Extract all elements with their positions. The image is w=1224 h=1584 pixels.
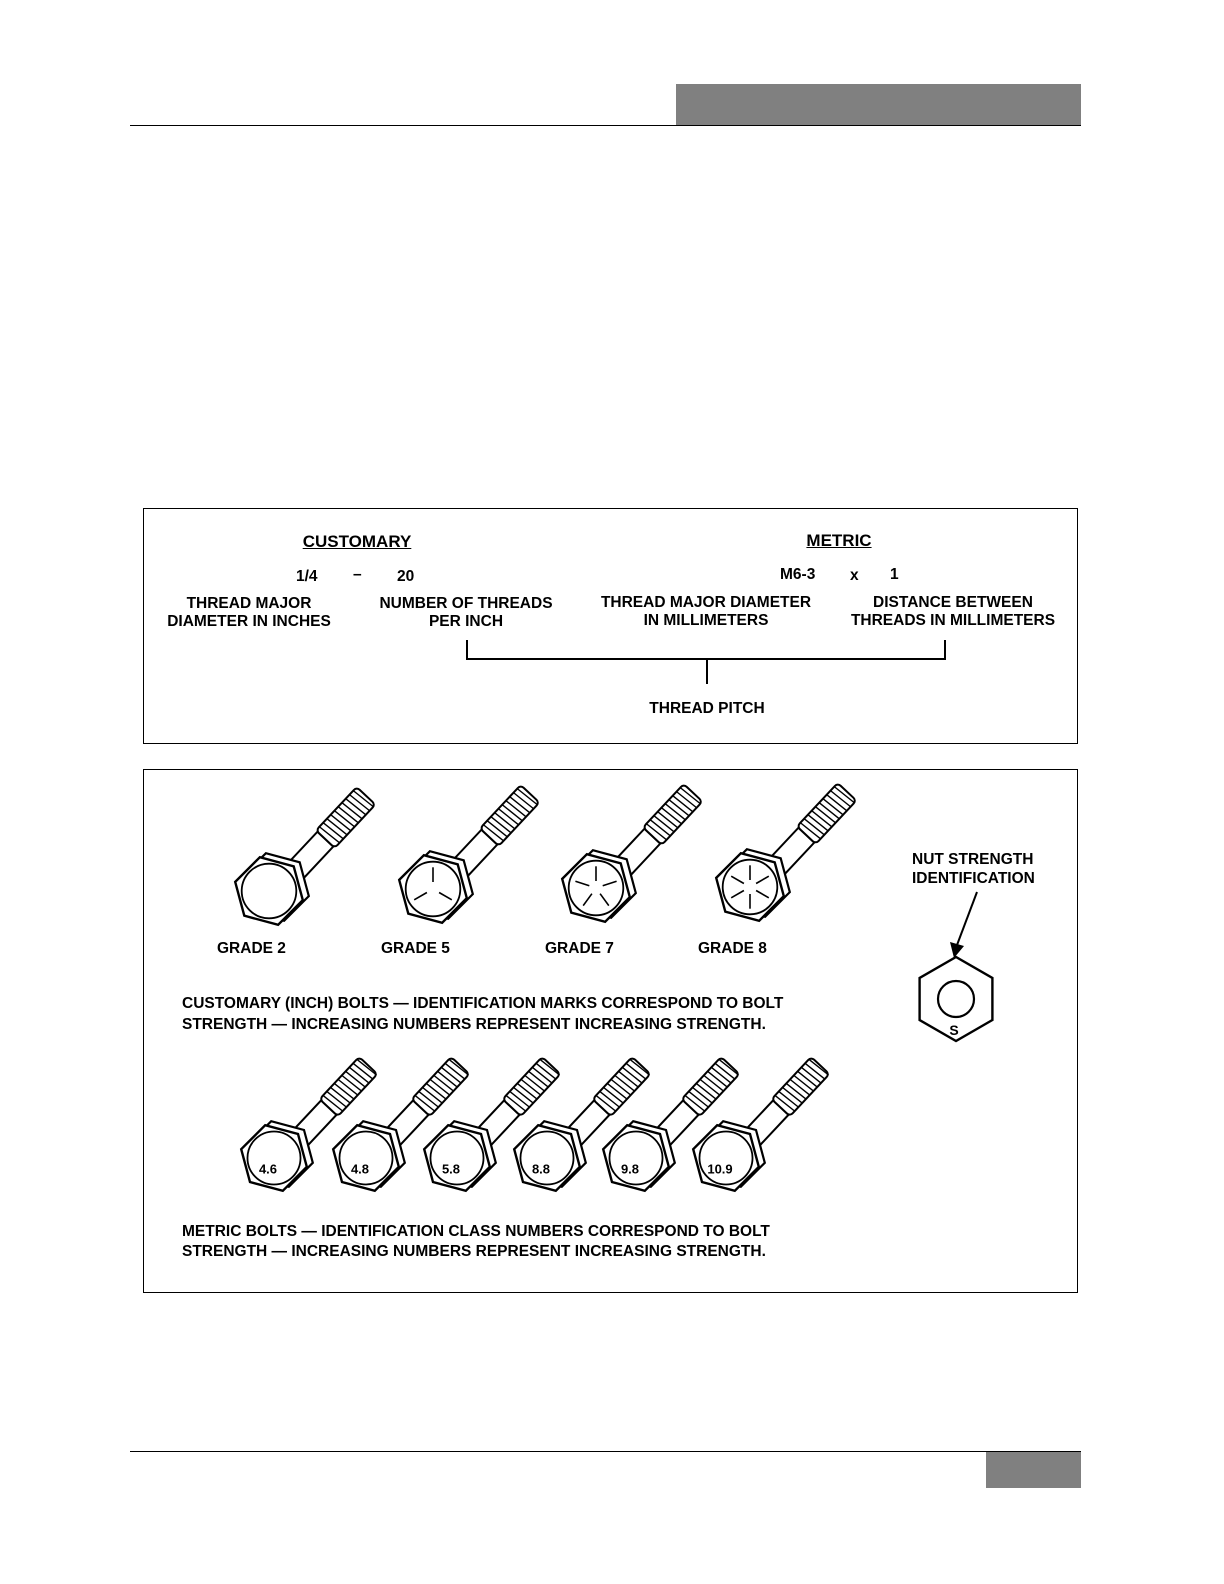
customary-diameter-label-line2: DIAMETER IN INCHES [167,613,331,630]
metric-diameter-label-line2: IN MILLIMETERS [643,612,769,629]
customary-caption-line2: STRENGTH — INCREASING NUMBERS REPRESENT INCREASING STRENGTH. [182,1016,766,1033]
customary-threads-value: 20 [397,568,415,585]
metric-distance-label-line1: DISTANCE BETWEEN [873,594,1033,611]
bolt-grade-2 [235,787,375,925]
metric-diameter-label-line1: THREAD MAJOR DIAMETER [600,594,812,611]
metric-bolt-8-8-class-label: 8.8 [531,1161,551,1177]
bolt-strength-figure [143,769,1078,1293]
metric-caption-line2: STRENGTH — INCREASING NUMBERS REPRESENT INCREASING STRENGTH. [182,1243,766,1260]
grade-8-label: GRADE 8 [698,940,767,957]
nut-strength-label-line1: NUT STRENGTH [912,851,1034,868]
bolt-grade-7 [562,784,702,922]
metric-diameter-value: M6-3 [780,566,816,583]
grade-7-label: GRADE 7 [545,940,614,957]
thread-designation-figure [143,508,1078,744]
customary-threads-label-line1: NUMBER OF THREADS [379,595,553,612]
nut-strength-label-line2: IDENTIFICATION [912,870,1035,887]
customary-heading: CUSTOMARY [302,532,412,551]
header-tab-bar [676,84,1081,126]
metric-bolt-4-6-class-label: 4.6 [258,1161,278,1177]
metric-bolt-10-9-class-label: 10.9 [707,1161,733,1177]
customary-dash: – [353,566,362,583]
metric-bolt-5-8-class-label: 5.8 [441,1161,461,1177]
customary-bolts-caption [182,993,783,1035]
metric-heading: METRIC [806,531,872,550]
metric-bolts-caption [182,1222,770,1262]
header-rule [130,125,1081,126]
bolt-grade-5 [399,785,539,923]
customary-threads-label-line2: PER INCH [428,613,504,630]
metric-bolt-9-8-class-label: 9.8 [620,1161,640,1177]
metric-times: x [850,567,859,584]
grade-2-label: GRADE 2 [217,940,286,957]
metric-distance-value: 1 [890,566,899,583]
nut-strength-label [912,850,1035,888]
nut-pointer-arrow [950,892,977,958]
thread-pitch-label: THREAD PITCH [649,700,765,717]
customary-caption-line1: CUSTOMARY (INCH) BOLTS — IDENTIFICATION MARKS CORRESPOND TO BOLT [182,995,784,1012]
footer-rule [130,1451,1081,1452]
customary-diameter-label-line1: THREAD MAJOR [186,595,312,612]
metric-caption-line1: METRIC BOLTS — IDENTIFICATION CLASS NUMBERS CORRESPOND TO BOLT [182,1223,770,1240]
nut-strength-icon [920,957,993,1041]
nut-mark-label: S [949,1022,959,1038]
grade-5-label: GRADE 5 [381,940,450,957]
footer-page-tab [986,1452,1081,1488]
customary-diameter-value: 1/4 [296,568,318,585]
metric-bolt-4-8-class-label: 4.8 [350,1161,370,1177]
metric-distance-label-line2: THREADS IN MILLIMETERS [850,612,1056,629]
bolt-grade-8 [716,783,856,921]
